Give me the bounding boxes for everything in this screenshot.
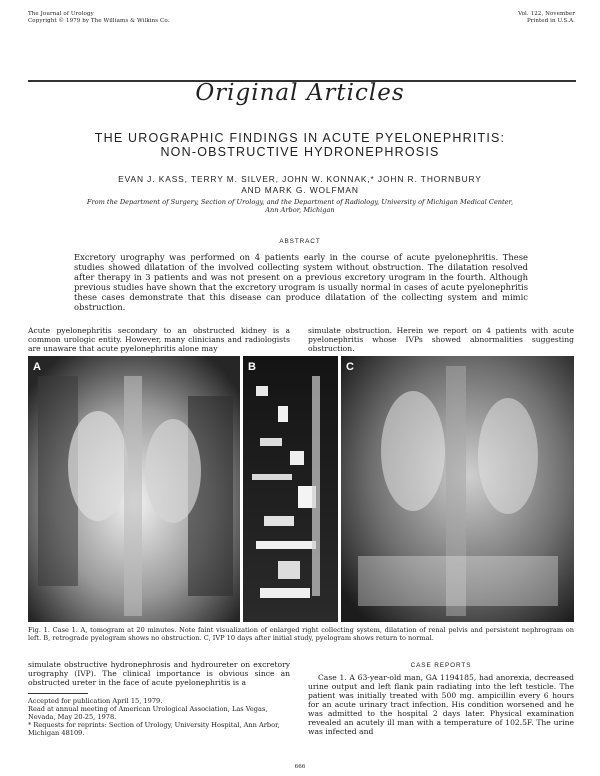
article-title-line-2: NON-OBSTRUCTIVE HYDRONEPHROSIS (160, 145, 440, 159)
panel-c-label: C (346, 361, 354, 373)
footnote-reprints: * Requests for reprints: Section of Urology, University Hospital, Ann Arbor, Michigan 48109. (28, 721, 280, 737)
intro-right-column: simulate obstruction. Herein we report on 4 patients with acute pyelonephritis whose IVPs showed abnormalities suggesting obstruction. (308, 326, 574, 353)
article-title-line-1: THE UROGRAPHIC FINDINGS IN ACUTE PYELONEPHRITIS: (94, 131, 506, 145)
figure-caption: Fig. 1. Case 1. A, tomogram at 20 minutes. Note faint visualization of enlarged right collecting system, dilatation of renal pelvis and persistent nephrogram on left. B, retrograde pyelogram shows no obstruction. C, IVP 10 days after initial study, pyelogram shows return to normal. (28, 626, 574, 642)
affiliation-line-1: From the Department of Surgery, Section of Urology, and the Department of Radiology, University of Michigan Medical Center, (86, 198, 514, 206)
intro-left-column: Acute pyelonephritis secondary to an obstructed kidney is a common urologic entity. However, many clinicians and radiologists are unaware that acute pyelonephritis alone may (28, 326, 290, 353)
article-title (40, 131, 560, 159)
abstract-text: Excretory urography was performed on 4 patients early in the course of acute pyelonephritis. These studies showed dilatation of the involved collecting system without obstruction. The dilatation resolved after therapy in 3 patients and was not present on a previous excretory urogram in the fourth. Although previous studies have shown that the excretory urogram is usually normal in cases of acute pyelonephritis these cases demonstrate that this disease can produce dilatation of the collecting system and mimic obstruction. (74, 252, 528, 312)
footnotes (28, 697, 290, 737)
journal-volume: Vol. 122, November (518, 11, 575, 17)
author-line-1: EVAN J. KASS, TERRY M. SILVER, JOHN W. KONNAK,* JOHN R. THORNBURY (118, 174, 482, 184)
body-right-column: Case 1. A 63-year-old man, GA 1194185, had anorexia, decreased urine output and left flank pain radiating into the left testicle. The patient was initially treated with 500 mg. ampicillin every 6 hours for an acute urinary tract infection. His condition worsened and he was admitted to the hospital 2 days later. Physical examination revealed an acutely ill man with a temperature of 102.5F. The urine was infected and (308, 673, 574, 736)
author-list (40, 174, 560, 195)
running-header-left (28, 11, 228, 24)
footnote-read-at: Read at annual meeting of American Urological Association, Las Vegas, Nevada, May 20-25, 1978. (28, 705, 268, 721)
journal-copyright: Copyright © 1979 by The Williams & Wilkins Co. (28, 17, 170, 24)
panel-a-label: A (33, 361, 41, 373)
footnote-accepted: Accepted for publication April 15, 1979. (28, 697, 163, 705)
footnote-rule (28, 693, 88, 694)
affiliation (40, 198, 560, 215)
section-banner: Original Articles (195, 80, 405, 106)
abstract-heading: ABSTRACT (279, 238, 321, 245)
figure-1 (28, 356, 574, 622)
journal-printed: Printed in U.S.A. (526, 17, 575, 24)
page-number: 666 (294, 764, 306, 770)
author-line-2: AND MARK G. WOLFMAN (241, 184, 359, 195)
panel-b-label: B (248, 361, 256, 373)
journal-name: The Journal of Urology (28, 11, 94, 17)
running-header-right (470, 11, 575, 24)
affiliation-line-2: Ann Arbor, Michigan (265, 206, 335, 215)
figure-radiographs (28, 356, 574, 622)
body-left-column: simulate obstructive hydronephrosis and hydroureter on excretory urography (IVP). The clinical importance is obvious since an obstructed ureter in the face of acute pyelonephritis is a (28, 660, 290, 687)
case-reports-heading: CASE REPORTS (410, 662, 472, 669)
